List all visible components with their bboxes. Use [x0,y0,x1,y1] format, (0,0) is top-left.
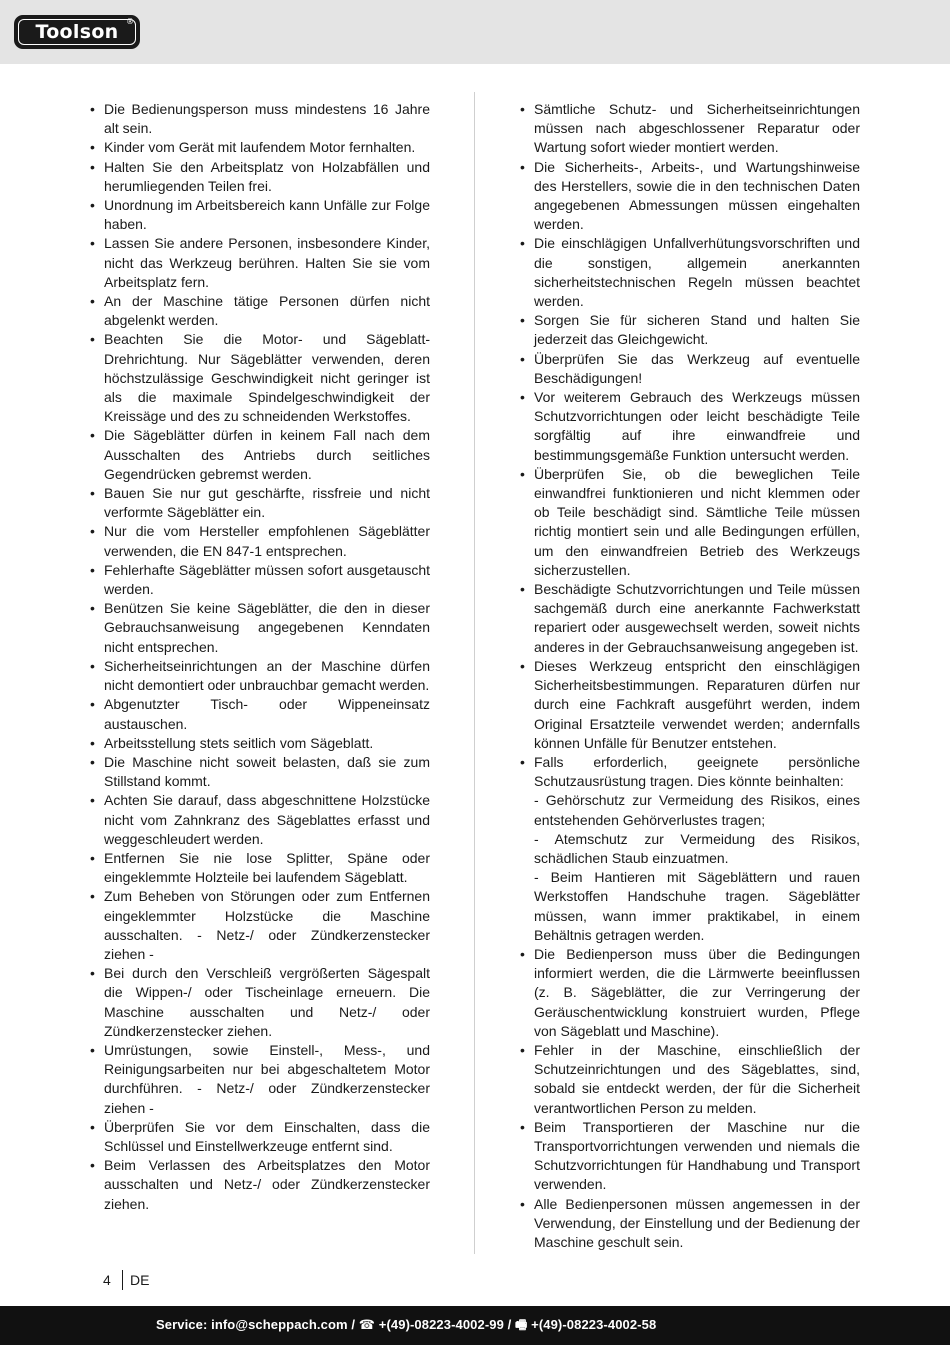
left-column [88,100,430,1214]
list-item: • Die Sägeblätter dürfen in keinem Fall nach dem Ausschalten des Antriebs durch seitliches Gegendrücken gebremst werden. [88,426,430,484]
list-item: • An der Maschine tätige Personen dürfen nicht abgelenkt werden. [88,292,430,330]
registered-mark: ® [126,17,134,26]
list-item: • Nur die vom Hersteller empfohlenen Sägeblätter verwenden, die EN 847-1 entsprechen. [88,522,430,560]
page-header [0,0,950,64]
footer-contact: Service: info@scheppach.com / ☎ +(49)-08223-4002-99 / 🖷 +(49)-08223-4002-58 [156,1317,657,1332]
list-item: • Unordnung im Arbeitsbereich kann Unfälle zur Folge haben. [88,196,430,234]
list-item: • Sämtliche Schutz- und Sicherheitseinrichtungen müssen nach abgeschlossener Reparatur oder Wartung sofort wieder montiert werden. [518,100,860,158]
page-number: 4 [103,1272,111,1288]
right-column [518,100,860,1252]
list-item: • Fehler in der Maschine, einschließlich der Schutzeinrichtungen und des Sägeblattes, sind, sobald sie entdeckt werden, der für die Sicherheit verantwortlichen Person zu melden. [518,1041,860,1118]
list-item: • Halten Sie den Arbeitsplatz von Holzabfällen und herumliegenden Teilen frei. [88,158,430,196]
list-item: • Entfernen Sie nie lose Splitter, Späne oder eingeklemmte Holzteile bei laufendem Sägeblatt. [88,849,430,887]
list-item: • Dieses Werkzeug entspricht den einschlägigen Sicherheitsbestimmungen. Reparaturen dürfen nur durch eine Fachkraft ausgeführt werden, indem Original Ersatzteile verwendet werden; andernfalls können Unfälle für Benutzer entstehen. [518,657,860,753]
logo-frame [18,19,136,45]
protective-intro: • Falls erforderlich, geeignete persönliche Schutzausrüstung tragen. Dies könnte beinhalten: [534,753,860,790]
page-language: DE [130,1272,150,1288]
list-item: • Beachten Sie die Motor- und Sägeblatt-Drehrichtung. Nur Sägeblätter verwenden, deren höchstzulässige Geschwindigkeit nicht geringer ist als die maximale Spindelgeschwindigkeit der Kreissäge und des zu schneidenden Werkstoffes. [88,330,430,426]
list-item: • Kinder vom Gerät mit laufendem Motor fernhalten. [88,138,430,157]
list-item: • Die Bedienperson muss über die Bedingungen informiert werden, die die Lärmwerte beeinflussen (z. B. Sägeblätter, die zur Verringerung der Geräuschentwicklung konstruiert wurden, Pflege von Sägeblatt und Maschine). [518,945,860,1041]
protective-breathing: - Atemschutz zur Vermeidung des Risikos, schädlichen Staub einzuatmen. [534,830,860,866]
list-item: • Überprüfen Sie das Werkzeug auf eventuelle Beschädigungen! [518,350,860,388]
list-item: • Beim Transportieren der Maschine nur die Transportvorrichtungen verwenden und niemals die Schutzvorrichtungen für Handhabung und Transport verwenden. [518,1118,860,1195]
list-item: • Die Bedienungsperson muss mindestens 16 Jahre alt sein. [88,100,430,138]
list-item: • Beim Verlassen des Arbeitsplatzes den Motor ausschalten und Netz-/ oder Zündkerzenstecker ziehen. [88,1156,430,1214]
protective-gloves: - Beim Hantieren mit Sägeblättern und rauen Werkstoffen Handschuhe tragen. Sägeblätter müssen, wann immer praktikabel, in einem Behältnis getragen werden. [534,869,860,943]
list-item: • Achten Sie darauf, dass abgeschnittene Holzstücke nicht vom Zahnkranz des Sägeblattes erfasst und weggeschleudert werden. [88,791,430,849]
page-footer [0,1306,950,1345]
list-item: • Bei durch den Verschleiß vergrößerten Sägespalt die Wippen-/ oder Tischeinlage erneuern. Die Maschine ausschalten und Netz-/ oder Zündkerzenstecker ziehen. [88,964,430,1041]
page-number-separator [122,1270,123,1290]
list-item: • Die einschlägigen Unfallverhütungsvorschriften und die sonstigen, allgemein anerkannten sicherheitstechnischen Regeln müssen beachtet werden. [518,234,860,311]
column-divider [474,92,475,1254]
list-item: • Beschädigte Schutzvorrichtungen und Teile müssen sachgemäß durch eine anerkannte Fachwerkstatt repariert oder ausgewechselt werden, soweit nichts anderes in der Gebrauchsanweisung angegeben ist. [518,580,860,657]
list-item: • Fehlerhafte Sägeblätter müssen sofort ausgetauscht werden. [88,561,430,599]
safety-list-right [518,100,860,1252]
list-item: • Die Sicherheits-, Arbeits-, und Wartungshinweise des Herstellers, sowie die in den technischen Daten angegebenen Abmessungen müssen eingehalten werden. [518,158,860,235]
toolson-logo [14,15,140,49]
list-item: • Sicherheitseinrichtungen an der Maschine dürfen nicht demontiert oder unbrauchbar gemacht werden. [88,657,430,695]
list-item: • Alle Bedienpersonen müssen angemessen in der Verwendung, der Einstellung und der Bedienung der Maschine geschult sein. [518,1195,860,1253]
safety-list-left [88,100,430,1214]
list-item: • Vor weiterem Gebrauch des Werkzeugs müssen Schutzvorrichtungen oder leicht beschädigte Teile sorgfältig auf ihre einwandfreie und bestimmungsgemäße Funktion untersucht werden. [518,388,860,465]
list-item: • Arbeitsstellung stets seitlich vom Sägeblatt. [88,734,430,753]
list-item: • Benützen Sie keine Sägeblätter, die den in dieser Gebrauchsanweisung angegebenen Kenndaten nicht entsprechen. [88,599,430,657]
list-item: • Umrüstungen, sowie Einstell-, Mess-, und Reinigungsarbeiten nur bei abgeschaltetem Motor durchführen. - Netz-/ oder Zündkerzenstecker ziehen - [88,1041,430,1118]
list-item: • Bauen Sie nur gut geschärfte, rissfreie und nicht verformte Sägeblätter ein. [88,484,430,522]
list-item: • Überprüfen Sie, ob die beweglichen Teile einwandfrei funktionieren und nicht klemmen oder ob Teile beschädigt sind. Sämtliche Teile müssen richtig montiert sein und alle Bedingungen erfüllen, um den einwandfreien Betrieb des Werkzeugs sicherzustellen. [518,465,860,580]
list-item: • Lassen Sie andere Personen, insbesondere Kinder, nicht das Werkzeug berühren. Halten Sie sie vom Arbeitsplatz fern. [88,234,430,292]
logo-text: Toolson [35,21,119,43]
list-item: • Die Maschine nicht soweit belasten, daß sie zum Stillstand kommt. [88,753,430,791]
list-item-protective-equipment [518,753,860,945]
list-item: • Überprüfen Sie vor dem Einschalten, dass die Schlüssel und Einstellwerkzeuge entfernt sind. [88,1118,430,1156]
list-item: • Abgenutzter Tisch- oder Wippeneinsatz austauschen. [88,695,430,733]
list-item: • Zum Beheben von Störungen oder zum Entfernen eingeklemmter Holzstücke die Maschine ausschalten. - Netz-/ oder Zündkerzenstecker ziehen - [88,887,430,964]
protective-hearing: - Gehörschutz zur Vermeidung des Risikos, eines entstehenden Gehörverlustes tragen; [534,792,860,828]
list-item: • Sorgen Sie für sicheren Stand und halten Sie jederzeit das Gleichgewicht. [518,311,860,349]
